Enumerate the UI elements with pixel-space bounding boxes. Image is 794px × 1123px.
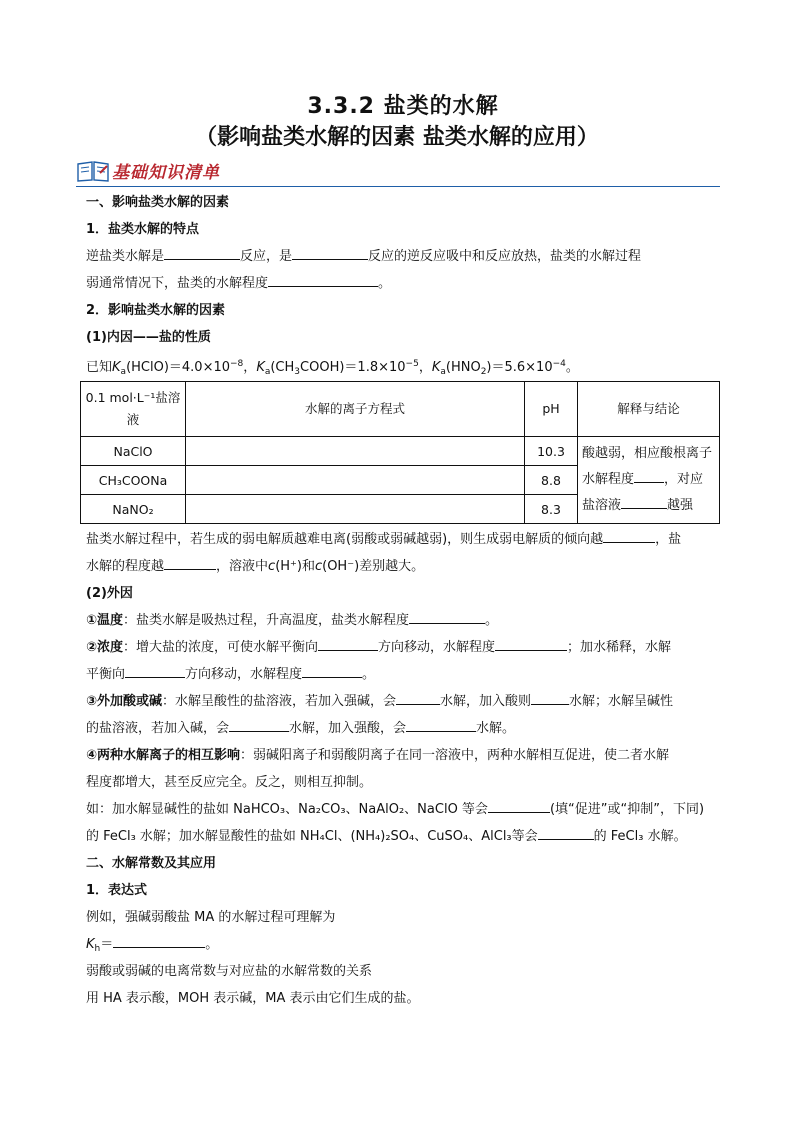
section-heading-1: 一、影响盐类水解的因素 bbox=[86, 195, 230, 210]
known-constants bbox=[86, 351, 720, 378]
cell-equation-blank[interactable] bbox=[186, 437, 525, 466]
text: 已知 bbox=[86, 360, 113, 375]
paragraph-line: 用 HA 表示酸，MOH 表示碱，MA 表示由它们生成的盐。 bbox=[86, 991, 420, 1006]
text: (HNO bbox=[445, 360, 481, 375]
text: ＝ bbox=[100, 937, 114, 952]
text: )＝5.6×10 bbox=[486, 360, 553, 375]
text: 盐溶液 bbox=[582, 498, 622, 513]
cell-ph: 8.8 bbox=[525, 466, 578, 495]
fill-blank[interactable] bbox=[292, 245, 368, 260]
text: (CH bbox=[270, 360, 295, 375]
text: 水解。 bbox=[476, 721, 516, 736]
paragraph-line: 程度都增大，甚至反应完全。反之，则相互抑制。 bbox=[86, 775, 373, 790]
text: 水解的程度越 bbox=[86, 559, 165, 574]
paragraph-line bbox=[86, 526, 720, 553]
text: ，溶液中 bbox=[216, 559, 269, 574]
section-heading-2: 二、水解常数及其应用 bbox=[86, 856, 217, 871]
cell-ph: 8.3 bbox=[525, 495, 578, 524]
text: ，盐 bbox=[655, 532, 682, 547]
paragraph-line bbox=[86, 742, 720, 769]
fill-blank[interactable] bbox=[302, 663, 362, 678]
text: 弱通常情况下，盐类的水解程度 bbox=[86, 276, 269, 291]
paragraph-line bbox=[86, 823, 720, 850]
text: −5 bbox=[405, 359, 419, 369]
text: c bbox=[314, 559, 323, 574]
paragraph-line: 例如，强碱弱酸盐 MA 的水解过程可理解为 bbox=[86, 910, 336, 925]
fill-blank[interactable] bbox=[538, 825, 594, 840]
text: 的盐溶液，若加入碱，会 bbox=[86, 721, 230, 736]
text: 的 FeCl₃ 水解；加水解显酸性的盐如 NH₄Cl、(NH₄)₂SO₄、CuSO₄、AlCl₃等会 bbox=[86, 829, 538, 844]
paragraph-line bbox=[86, 270, 720, 297]
text: a bbox=[440, 367, 446, 377]
text: ， bbox=[243, 360, 257, 375]
text: −8 bbox=[230, 359, 244, 369]
text: K bbox=[112, 360, 121, 375]
text: ；加水稀释，水解 bbox=[567, 640, 672, 655]
text: COOH)＝1.8×10 bbox=[300, 360, 406, 375]
page-subtitle: （影响盐类水解的因素 盐类水解的应用） bbox=[195, 125, 599, 150]
text: ④两种水解离子的相互影响 bbox=[86, 748, 241, 763]
paragraph-line bbox=[86, 243, 720, 270]
book-icon bbox=[76, 160, 110, 182]
text: 3 bbox=[294, 367, 301, 377]
fill-blank[interactable] bbox=[488, 798, 550, 813]
text: (OH⁻)差别越大。 bbox=[322, 559, 425, 574]
col-header-conclusion: 解释与结论 bbox=[578, 382, 720, 437]
subheading-internal: (1)内因——盐的性质 bbox=[86, 330, 211, 345]
cell-salt: NaNO₂ bbox=[81, 495, 186, 524]
text: 反应的逆反应吸中和反应放热，盐类的水解过程 bbox=[368, 249, 642, 264]
fill-blank[interactable] bbox=[495, 636, 567, 651]
fill-blank[interactable] bbox=[634, 468, 664, 483]
fill-blank[interactable] bbox=[318, 636, 378, 651]
text: 水解；水解呈碱性 bbox=[569, 694, 674, 709]
col-header-equation: 水解的离子方程式 bbox=[186, 382, 525, 437]
text: 。 bbox=[565, 360, 579, 375]
text: 。 bbox=[362, 667, 376, 682]
section-banner bbox=[76, 156, 720, 187]
text: (HClO)＝4.0×10 bbox=[126, 360, 231, 375]
paragraph-line: 弱酸或弱碱的电离常数与对应盐的水解常数的关系 bbox=[86, 964, 373, 979]
fill-blank[interactable] bbox=[229, 717, 289, 732]
col-header-ph: pH bbox=[525, 382, 578, 437]
text: (填“促进”或“抑制”，下同) bbox=[549, 802, 705, 817]
banner-label: 基础知识清单 bbox=[112, 163, 220, 183]
col-header-salt: 0.1 mol·L⁻¹盐溶液 bbox=[81, 382, 186, 437]
page-title: 3.3.2 盐类的水解 bbox=[307, 94, 499, 119]
text: a bbox=[264, 367, 271, 377]
paragraph-line bbox=[86, 661, 720, 688]
fill-blank[interactable] bbox=[125, 663, 185, 678]
kh-expression bbox=[86, 931, 720, 958]
hydrolysis-table bbox=[80, 381, 720, 524]
fill-blank[interactable] bbox=[164, 555, 216, 570]
text: K bbox=[431, 360, 441, 375]
text: c bbox=[268, 559, 276, 574]
text: 越强 bbox=[667, 498, 694, 513]
text: 方向移动，水解程度 bbox=[378, 640, 496, 655]
subheading-external: (2)外因 bbox=[86, 586, 133, 601]
text: ， bbox=[418, 360, 432, 375]
text: 如：加水解显碱性的盐如 NaHCO₃、Na₂CO₃、NaAlO₂、NaClO 等会 bbox=[86, 802, 488, 817]
text: 平衡向 bbox=[86, 667, 126, 682]
text: 。 bbox=[485, 613, 499, 628]
text: 方向移动，水解程度 bbox=[185, 667, 303, 682]
text: 逆盐类水解是 bbox=[86, 249, 165, 264]
fill-blank[interactable] bbox=[164, 245, 240, 260]
text: −4 bbox=[552, 359, 566, 369]
document-page bbox=[86, 92, 720, 1012]
fill-blank[interactable] bbox=[531, 690, 569, 705]
subheading-2: 2．影响盐类水解的因素 bbox=[86, 303, 226, 318]
fill-blank[interactable] bbox=[621, 494, 667, 509]
text: 2 bbox=[480, 367, 487, 377]
text: 酸越弱，相应酸根离子 bbox=[582, 446, 713, 461]
text: K bbox=[256, 360, 265, 375]
fill-blank[interactable] bbox=[268, 272, 378, 287]
text: 的 FeCl₃ 水解。 bbox=[593, 829, 687, 844]
text: ：盐类水解是吸热过程，升高温度，盐类水解程度 bbox=[123, 613, 410, 628]
cell-conclusion bbox=[578, 437, 720, 524]
paragraph-line bbox=[86, 553, 720, 580]
fill-blank[interactable] bbox=[113, 933, 205, 948]
text: ①温度 bbox=[86, 613, 124, 628]
fill-blank[interactable] bbox=[409, 609, 485, 624]
subheading-1: 1．盐类水解的特点 bbox=[86, 222, 200, 237]
text: 。 bbox=[378, 276, 392, 291]
fill-blank[interactable] bbox=[396, 690, 440, 705]
text: h bbox=[94, 944, 101, 954]
text: ：增大盐的浓度，可使水解平衡向 bbox=[123, 640, 319, 655]
text: ，对应 bbox=[664, 472, 704, 487]
text: (H⁺)和 bbox=[275, 559, 315, 574]
paragraph-line bbox=[86, 634, 720, 661]
cell-ph: 10.3 bbox=[525, 437, 578, 466]
text: a bbox=[120, 367, 127, 377]
paragraph-line bbox=[86, 796, 720, 823]
text: K bbox=[86, 937, 95, 952]
paragraph-line bbox=[86, 607, 720, 634]
subheading-expression: 1．表达式 bbox=[86, 883, 148, 898]
text: 水解程度 bbox=[582, 472, 635, 487]
fill-blank[interactable] bbox=[406, 717, 476, 732]
table-header-row bbox=[81, 382, 720, 437]
paragraph-line bbox=[86, 715, 720, 742]
text: ③外加酸或碱 bbox=[86, 694, 163, 709]
cell-salt: CH₃COONa bbox=[81, 466, 186, 495]
cell-salt: NaClO bbox=[81, 437, 186, 466]
text: ②浓度 bbox=[86, 640, 124, 655]
text: 水解，加入酸则 bbox=[440, 694, 532, 709]
fill-blank[interactable] bbox=[603, 528, 655, 543]
table-row bbox=[81, 437, 720, 466]
paragraph-line bbox=[86, 688, 720, 715]
cell-equation-blank[interactable] bbox=[186, 495, 525, 524]
text: 盐类水解过程中，若生成的弱电解质越难电离(弱酸或弱碱越弱)，则生成弱电解质的倾向越 bbox=[86, 532, 604, 547]
text: 水解，加入强酸，会 bbox=[289, 721, 407, 736]
cell-equation-blank[interactable] bbox=[186, 466, 525, 495]
text: 反应，是 bbox=[240, 249, 293, 264]
text: ：水解呈酸性的盐溶液，若加入强碱，会 bbox=[162, 694, 397, 709]
text: 。 bbox=[205, 937, 219, 952]
text: ：弱碱阳离子和弱酸阴离子在同一溶液中，两种水解相互促进，使二者水解 bbox=[240, 748, 670, 763]
